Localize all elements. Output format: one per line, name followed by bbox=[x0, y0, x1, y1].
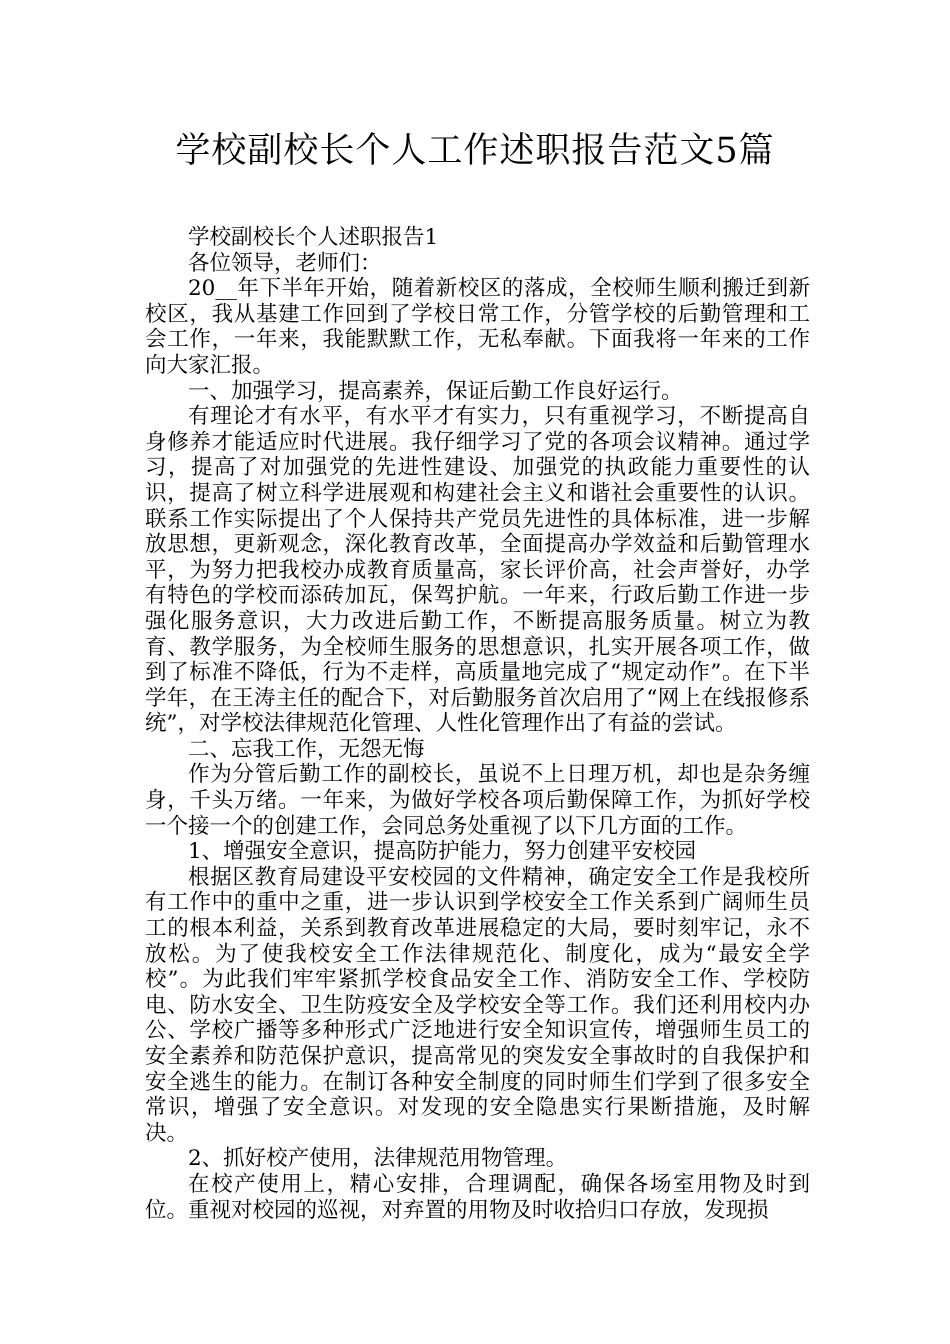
subsection-heading: 2、抓好校产使用，法律规范用物管理。 bbox=[188, 1146, 568, 1172]
document-body bbox=[145, 225, 810, 1223]
subsection-heading: 1、增强安全意识，提高防护能力，努力创建平安校园 bbox=[188, 839, 697, 865]
body-paragraph: 根据区教育局建设平安校园的文件精神，确定安全工作是我校所有工作中的重中之重，进一步认识到学校安全工作关系到广阔师生员工的根本利益，关系到教育改革进展稳定的大局，要时刻牢记，永不放松。为了使我校安全工作法律规范化、制度化，成为“最安全学校”。为此我们牢牢紧抓学校食品安全工作、消防安全工作、学校防电、防水安全、卫生防疫安全及学校安全等工作。我们还利用校内办公、学校广播等多种形式广泛地进行安全知识宣传，增强师生员工的安全素养和防范保护意识，提高常见的突发安全事故时的自我保护和安全逃生的能力。在制订各种安全制度的同时师生们学到了很多安全常识，增强了安全意识。对发现的安全隐患实行果断措施，及时解决。 bbox=[145, 864, 810, 1146]
body-paragraph: 在校产使用上，精心安排，合理调配，确保各场室用物及时到位。重视对校园的巡视，对弃置的用物及时收拾归口存放，发现损 bbox=[145, 1171, 810, 1223]
body-paragraph: 20__年下半年开始，随着新校区的落成，全校师生顺利搬迁到新校区，我从基建工作回到了学校日常工作，分管学校的后勤管理和工会工作，一年来，我能默默工作，无私奉献。下面我将一年来的工作向大家汇报。 bbox=[145, 276, 810, 378]
salutation: 各位领导，老师们： bbox=[188, 250, 382, 276]
section-heading: 二、忘我工作，无怨无悔 bbox=[188, 736, 425, 762]
document-title: 学校副校长个人工作述职报告范文5篇 bbox=[175, 131, 775, 171]
report-heading: 学校副校长个人述职报告1 bbox=[188, 225, 439, 250]
body-paragraph: 作为分管后勤工作的副校长，虽说不上日理万机，却也是杂务缠身，千头万绪。一年来，为做好学校各项后勤保障工作，为抓好学校一个接一个的创建工作，会同总务处重视了以下几方面的工作。 bbox=[145, 762, 810, 839]
body-paragraph: 有理论才有水平，有水平才有实力，只有重视学习，不断提高自身修养才能适应时代进展。我仔细学习了党的各项会议精神。通过学习，提高了对加强党的先进性建设、加强党的执政能力重要性的认识，提高了树立科学进展观和构建社会主义和谐社会重要性的认识。联系工作实际提出了个人保持共产党员先进性的具体标准，进一步解放思想，更新观念，深化教育改革，全面提高办学效益和后勤管理水平，为努力把我校办成教育质量高，家长评价高，社会声誉好，办学有特色的学校而添砖加瓦，保驾护航。一年来，行政后勤工作进一步强化服务意识，大力改进后勤工作，不断提高服务质量。树立为教育、教学服务，为全校师生服务的思想意识，扎实开展各项工作，做到了标准不降低，行为不走样，高质量地完成了“规定动作”。在下半学年，在王涛主任的配合下，对后勤服务首次启用了“网上在线报修系统”，对学校法律规范化管理、人性化管理作出了有益的尝试。 bbox=[145, 404, 810, 737]
section-heading: 一、加强学习，提高素养，保证后勤工作良好运行。 bbox=[188, 378, 683, 404]
